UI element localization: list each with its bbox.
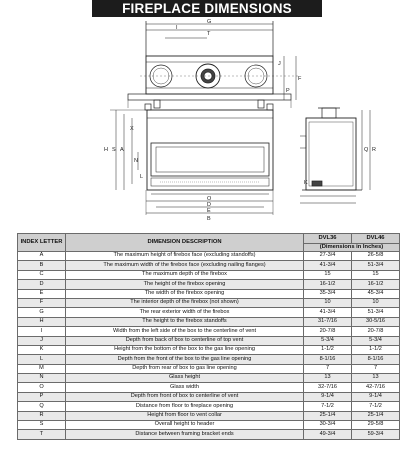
cell-dvl46: 7	[352, 364, 400, 373]
cell-dvl36: 1-1/2	[304, 345, 352, 354]
cell-dvl46: 30-5/16	[352, 317, 400, 326]
label-q: Q	[364, 147, 369, 153]
label-j: J	[278, 61, 281, 67]
label-g: G	[207, 19, 212, 25]
cell-dvl36: 10	[304, 298, 352, 307]
cell-index-letter: J	[18, 336, 66, 345]
cell-index-letter: R	[18, 411, 66, 420]
cell-dvl46: 29-5/8	[352, 421, 400, 430]
cell-dvl46: 7-1/2	[352, 402, 400, 411]
cell-dvl36: 15	[304, 270, 352, 279]
dimensions-table	[17, 233, 400, 440]
cell-dvl36: 16-1/2	[304, 280, 352, 289]
cell-index-letter: I	[18, 327, 66, 336]
cell-dvl46: 42-7/16	[352, 383, 400, 392]
cell-dvl36: 31-7/16	[304, 317, 352, 326]
header-model-dvl36: DVL36	[304, 234, 352, 244]
label-x: X	[130, 126, 134, 132]
cell-description: Distance from floor to fireplace opening	[66, 402, 304, 411]
cell-index-letter: P	[18, 392, 66, 401]
header-model-dvl46: DVL46	[352, 234, 400, 244]
header-units: (Dimensions in Inches)	[304, 244, 400, 252]
table-row	[18, 421, 400, 430]
table-row	[18, 280, 400, 289]
table-row	[18, 383, 400, 392]
cell-dvl36: 7	[304, 364, 352, 373]
label-a: A	[120, 147, 124, 153]
cell-description: Depth from back of box to centerline of top vent	[66, 336, 304, 345]
dimensions-table-body	[18, 252, 400, 440]
cell-dvl46: 45-3/4	[352, 289, 400, 298]
cell-description: Height from the bottom of the box to the gas line opening	[66, 345, 304, 354]
label-l: L	[140, 174, 144, 180]
table-row	[18, 261, 400, 270]
cell-dvl36: 27-3/4	[304, 252, 352, 261]
cell-description: Width from the left side of the box to the centerline of vent	[66, 327, 304, 336]
cell-index-letter: H	[18, 317, 66, 326]
cell-description: The width of the firebox opening	[66, 289, 304, 298]
label-h: H	[104, 147, 108, 153]
cell-index-letter: G	[18, 308, 66, 317]
cell-index-letter: A	[18, 252, 66, 261]
page-title: FIREPLACE DIMENSIONS	[92, 0, 322, 17]
cell-dvl36: 8-1/16	[304, 355, 352, 364]
table-row	[18, 298, 400, 307]
cell-dvl36: 7-1/2	[304, 402, 352, 411]
table-row	[18, 289, 400, 298]
cell-description: The height of the firebox opening	[66, 280, 304, 289]
cell-dvl36: 41-3/4	[304, 308, 352, 317]
cell-description: Distance between framing bracket ends	[66, 430, 304, 439]
label-s: S	[112, 147, 116, 153]
cell-dvl46: 9-1/4	[352, 392, 400, 401]
cell-dvl36: 25-1/4	[304, 411, 352, 420]
cell-dvl46: 15	[352, 270, 400, 279]
cell-dvl46: 8-1/16	[352, 355, 400, 364]
table-row	[18, 308, 400, 317]
cell-dvl46: 51-3/4	[352, 308, 400, 317]
table-row	[18, 317, 400, 326]
table-row	[18, 402, 400, 411]
label-r: R	[372, 147, 376, 153]
label-p: P	[286, 88, 290, 94]
table-row	[18, 411, 400, 420]
cell-dvl36: 9-1/4	[304, 392, 352, 401]
label-o: O	[207, 196, 212, 202]
cell-dvl36: 32-7/16	[304, 383, 352, 392]
label-n: N	[134, 158, 138, 164]
cell-description: Glass width	[66, 383, 304, 392]
cell-dvl36: 20-7/8	[304, 327, 352, 336]
side-view-drawing	[300, 108, 376, 203]
fireplace-dimension-drawing	[0, 18, 416, 230]
cell-description: Depth from rear of box to gas line opening	[66, 364, 304, 373]
label-t: T	[207, 31, 211, 37]
cell-index-letter: F	[18, 298, 66, 307]
header-index-letter: INDEX LETTER	[18, 234, 66, 252]
cell-index-letter: C	[18, 270, 66, 279]
cell-dvl46: 16-1/2	[352, 280, 400, 289]
cell-dvl36: 49-3/4	[304, 430, 352, 439]
cell-description: The interior depth of the firebox (not shown)	[66, 298, 304, 307]
label-f: F	[298, 76, 302, 82]
cell-dvl36: 30-3/4	[304, 421, 352, 430]
label-d: D	[207, 202, 211, 208]
label-i: I	[176, 25, 178, 31]
cell-dvl36: 41-3/4	[304, 261, 352, 270]
cell-index-letter: T	[18, 430, 66, 439]
cell-dvl46: 10	[352, 298, 400, 307]
cell-dvl46: 20-7/8	[352, 327, 400, 336]
cell-description: Overall height to header	[66, 421, 304, 430]
label-k: K	[304, 180, 308, 186]
front-view-drawing	[104, 104, 273, 222]
cell-description: Height from floor to vent collar	[66, 411, 304, 420]
cell-description: Depth from front of box to centerline of vent	[66, 392, 304, 401]
cell-index-letter: M	[18, 364, 66, 373]
cell-dvl46: 5-3/4	[352, 336, 400, 345]
table-row	[18, 355, 400, 364]
cell-description: Glass height	[66, 374, 304, 383]
table-row	[18, 345, 400, 354]
cell-index-letter: N	[18, 374, 66, 383]
cell-index-letter: Q	[18, 402, 66, 411]
table-row	[18, 392, 400, 401]
cell-index-letter: K	[18, 345, 66, 354]
label-b: B	[207, 216, 211, 222]
cell-dvl46: 51-3/4	[352, 261, 400, 270]
cell-dvl46: 26-5/8	[352, 252, 400, 261]
cell-dvl46: 1-1/2	[352, 345, 400, 354]
table-row	[18, 336, 400, 345]
cell-description: The maximum depth of the firebox	[66, 270, 304, 279]
cell-index-letter: S	[18, 421, 66, 430]
cell-description: The rear exterior width of the firebox	[66, 308, 304, 317]
cell-dvl46: 13	[352, 374, 400, 383]
cell-index-letter: O	[18, 383, 66, 392]
header-dimension-description: DIMENSION DESCRIPTION	[66, 234, 304, 252]
table-row	[18, 270, 400, 279]
cell-index-letter: D	[18, 280, 66, 289]
cell-index-letter: B	[18, 261, 66, 270]
cell-dvl36: 5-3/4	[304, 336, 352, 345]
cell-description: The maximum width of the firebox face (excluding nailing flanges)	[66, 261, 304, 270]
cell-dvl36: 13	[304, 374, 352, 383]
table-row	[18, 374, 400, 383]
table-row	[18, 430, 400, 439]
cell-description: Depth from the front of the box to the gas line opening	[66, 355, 304, 364]
label-e: E	[207, 208, 211, 214]
cell-dvl36: 35-3/4	[304, 289, 352, 298]
cell-dvl46: 25-1/4	[352, 411, 400, 420]
cell-index-letter: E	[18, 289, 66, 298]
table-row	[18, 364, 400, 373]
cell-dvl46: 59-3/4	[352, 430, 400, 439]
cell-description: The maximum height of firebox face (excluding standoffs)	[66, 252, 304, 261]
top-view-drawing	[128, 19, 302, 108]
table-row	[18, 252, 400, 261]
table-row	[18, 327, 400, 336]
cell-description: The height to the firebox standoffs	[66, 317, 304, 326]
cell-index-letter: L	[18, 355, 66, 364]
